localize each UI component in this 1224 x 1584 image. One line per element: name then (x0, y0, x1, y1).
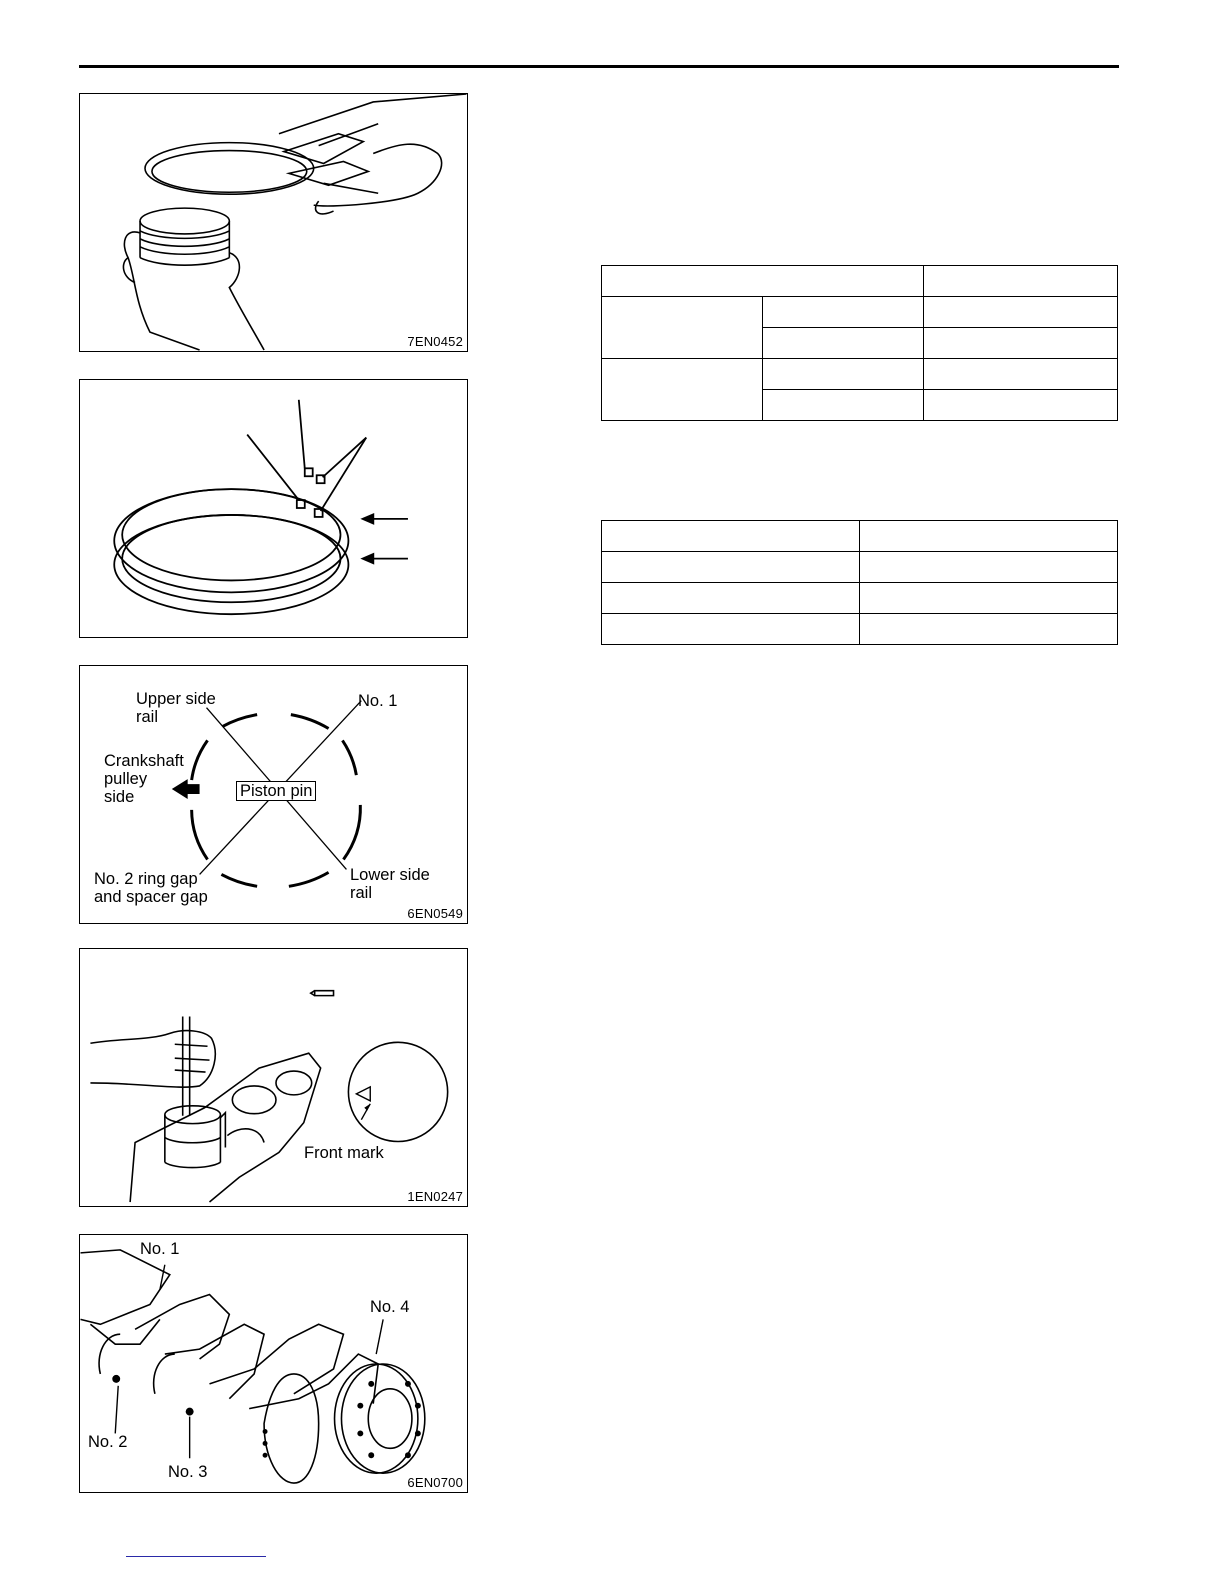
table-cell (602, 297, 763, 359)
figure-ring-gap-positions (79, 665, 468, 924)
table-cell (924, 297, 1118, 328)
table-cell (602, 583, 860, 614)
figure-code: 1EN0247 (407, 1189, 463, 1204)
table-row (602, 552, 1118, 583)
crankshaft-illustration (80, 1235, 467, 1492)
table-cell (860, 614, 1118, 645)
figure-code: 6EN0700 (407, 1475, 463, 1490)
table-cell (860, 521, 1118, 552)
label-no4: No. 4 (370, 1298, 410, 1316)
table-cell (924, 390, 1118, 421)
label-no2: No. 2 (88, 1433, 128, 1451)
table-row (602, 614, 1118, 645)
table-cell (602, 614, 860, 645)
table-cell (924, 359, 1118, 390)
figure-piston-installation (79, 948, 468, 1207)
spec-table-2 (601, 520, 1118, 645)
table-row (602, 521, 1118, 552)
table-cell (602, 521, 860, 552)
table-cell (860, 552, 1118, 583)
footer-link-underline[interactable] (126, 1556, 266, 1557)
table-cell (602, 359, 763, 421)
label-piston-pin: Piston pin (236, 781, 316, 801)
table-cell (762, 390, 924, 421)
label-upper-side-rail: Upper side rail (136, 690, 216, 726)
label-no1: No. 1 (140, 1240, 180, 1258)
figure-code: 6EN0549 (407, 906, 463, 921)
figure-code: 7EN0452 (407, 334, 463, 349)
label-crankshaft-pulley-side: Crankshaft pulley side (104, 752, 184, 806)
table-cell (924, 328, 1118, 359)
figure-piston-rings (79, 379, 468, 638)
label-no1: No. 1 (358, 692, 398, 710)
table-cell (762, 328, 924, 359)
table-cell (602, 552, 860, 583)
label-no3: No. 3 (168, 1463, 208, 1481)
table-cell (924, 266, 1118, 297)
spec-table-1 (601, 265, 1118, 421)
figure-ring-expander (79, 93, 468, 352)
table-cell (602, 266, 924, 297)
table-row (602, 359, 1118, 390)
table-row (602, 583, 1118, 614)
table-row (602, 297, 1118, 328)
label-lower-side-rail: Lower side rail (350, 866, 430, 902)
table-cell (762, 359, 924, 390)
table-cell (762, 297, 924, 328)
ring-expander-illustration (80, 94, 467, 351)
table-cell (860, 583, 1118, 614)
header-rule (79, 65, 1119, 68)
piston-installation-illustration (80, 949, 467, 1206)
table-row (602, 266, 1118, 297)
label-front-mark: Front mark (304, 1144, 384, 1162)
label-no2-ring-gap: No. 2 ring gap and spacer gap (94, 870, 208, 906)
piston-rings-illustration (80, 380, 467, 637)
figure-crankshaft (79, 1234, 468, 1493)
